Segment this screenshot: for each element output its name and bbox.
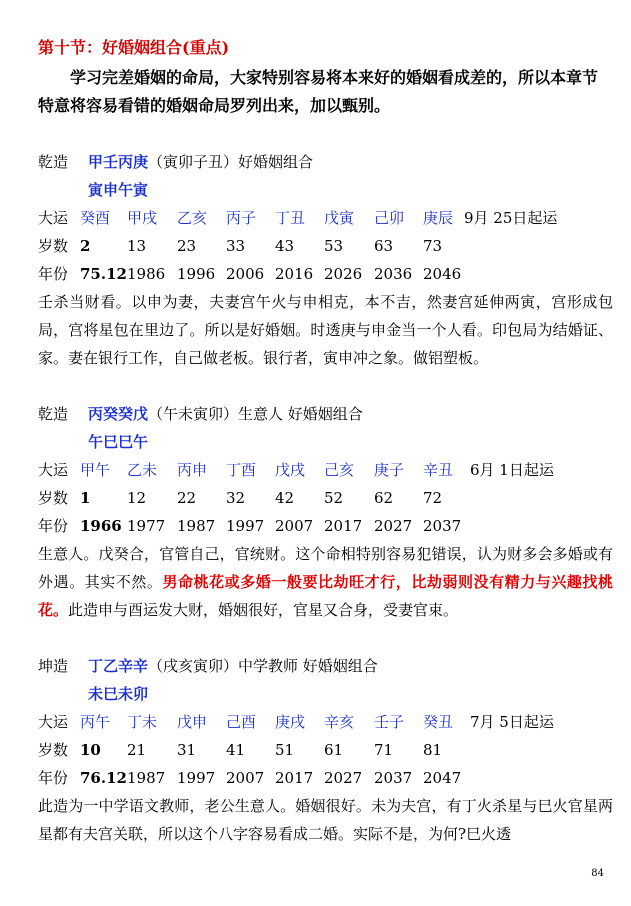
- dayun-cell: 乙未: [127, 461, 158, 479]
- year-cell: 2016: [275, 265, 314, 283]
- start-luck: 6月 1日起运: [470, 461, 554, 479]
- age-cell: 53: [324, 237, 344, 255]
- highlight-text: 男命桃花或多婚一般要比劫旺才行，比劫弱则没有精力与兴趣找桃花。: [38, 573, 613, 619]
- case-header: [38, 652, 613, 680]
- age-cell: 1: [80, 489, 91, 507]
- age-cell: 32: [226, 489, 246, 507]
- analysis-paragraph: [38, 288, 613, 372]
- branches-note: （戌亥寅卯）: [148, 657, 239, 675]
- branch-pillars: 寅申午寅: [88, 181, 149, 199]
- year-cell: 1977: [127, 517, 166, 535]
- year-cell: 2046: [423, 265, 462, 283]
- year-cell: 2027: [374, 517, 413, 535]
- page-number: 84: [591, 868, 604, 879]
- dayun-cell: 己亥: [324, 461, 355, 479]
- dayun-cell: 戊寅: [324, 209, 355, 227]
- analysis-paragraph: [38, 792, 613, 848]
- age-cell: 43: [275, 237, 295, 255]
- analysis-paragraph: [38, 540, 613, 624]
- dayun-cell: 丙子: [226, 209, 257, 227]
- year-cell: 2017: [275, 769, 314, 787]
- age-row: [38, 484, 613, 512]
- age-cell: 41: [226, 741, 246, 759]
- stem-pillars: 甲壬丙庚: [88, 153, 149, 171]
- dayun-cell: 甲午: [80, 461, 111, 479]
- case-label: 乾造: [38, 405, 69, 423]
- case-label: 乾造: [38, 153, 69, 171]
- age-row: [38, 736, 613, 764]
- stem-pillars: 丙癸癸戊: [88, 405, 149, 423]
- dayun-cell: 己酉: [226, 713, 257, 731]
- age-cell: 61: [324, 741, 344, 759]
- age-cell: 42: [275, 489, 295, 507]
- age-cell: 23: [177, 237, 197, 255]
- intro-paragraph: 学习完差婚姻的命局，大家特别容易将本来好的婚姻看成差的，所以本章节特意将容易看错的婚姻命局罗列出来，加以甄别。: [38, 68, 599, 115]
- dayun-row: [38, 204, 613, 232]
- stem-pillars: 丁乙辛辛: [88, 657, 149, 675]
- year-cell: 1997: [226, 517, 265, 535]
- dayun-cell: 庚辰: [423, 209, 454, 227]
- year-cell: 2006: [226, 265, 265, 283]
- dayun-cell: 戊申: [177, 713, 208, 731]
- age-cell: 21: [127, 741, 147, 759]
- year-row: [38, 512, 613, 540]
- row-label-age: 岁数: [38, 741, 69, 759]
- dayun-cell: 庚子: [374, 461, 405, 479]
- row-label-age: 岁数: [38, 489, 69, 507]
- dayun-cell: 丙申: [177, 461, 208, 479]
- age-cell: 51: [275, 741, 295, 759]
- year-cell: 1966: [80, 517, 122, 535]
- year-cell: 2047: [423, 769, 462, 787]
- dayun-cell: 丙午: [80, 713, 111, 731]
- case-2: [38, 400, 613, 624]
- year-cell: 2007: [226, 769, 265, 787]
- case-desc: 中学教师 好婚姻组合: [238, 657, 378, 675]
- row-label-age: 岁数: [38, 237, 69, 255]
- section-title: 第十节：好婚姻组合(重点): [38, 38, 230, 57]
- year-cell: 75.12: [80, 265, 127, 283]
- case-header: [38, 148, 613, 176]
- row-label-year: 年份: [38, 769, 69, 787]
- analysis-text: 此造为一中学语文教师，老公生意人。婚姻很好。未为夫宫，有丁火杀星与巳火官星两星都有夫宫关联，所以这个八字容易看成二婚。实际不是，为何?巳火透: [38, 797, 613, 843]
- age-cell: 52: [324, 489, 344, 507]
- age-cell: 71: [374, 741, 394, 759]
- year-cell: 2027: [324, 769, 363, 787]
- branches-note: （午未寅卯）: [148, 405, 239, 423]
- dayun-cell: 甲戌: [127, 209, 158, 227]
- dayun-cell: 庚戌: [275, 713, 306, 731]
- dayun-cell: 辛丑: [423, 461, 454, 479]
- age-cell: 10: [80, 741, 101, 759]
- dayun-cell: 乙亥: [177, 209, 208, 227]
- dayun-cell: 壬子: [374, 713, 405, 731]
- dayun-cell: 丁酉: [226, 461, 257, 479]
- dayun-cell: 戊戌: [275, 461, 306, 479]
- dayun-cell: 癸酉: [80, 209, 111, 227]
- start-luck: 9月 25日起运: [464, 209, 558, 227]
- case-desc: 好婚姻组合: [238, 153, 314, 171]
- age-cell: 22: [177, 489, 197, 507]
- start-luck: 7月 5日起运: [470, 713, 554, 731]
- age-cell: 12: [127, 489, 147, 507]
- age-row: [38, 232, 613, 260]
- year-cell: 1997: [177, 769, 216, 787]
- dayun-cell: 辛亥: [324, 713, 355, 731]
- row-label-year: 年份: [38, 517, 69, 535]
- year-cell: 2007: [275, 517, 314, 535]
- analysis-text: 生意人。戊癸合，官管自己，官统财。这个命相特别容易犯错误，认为财多会多婚或有外遇。其实不然。: [38, 545, 613, 591]
- branches-note: （寅卯子丑）: [148, 153, 239, 171]
- year-row: [38, 764, 613, 792]
- row-label-dayun: 大运: [38, 461, 69, 479]
- year-row: [38, 260, 613, 288]
- branch-pillars: 午巳巳午: [88, 433, 149, 451]
- case-3: [38, 652, 613, 848]
- age-cell: 33: [226, 237, 246, 255]
- case-desc: 生意人 好婚姻组合: [238, 405, 363, 423]
- dayun-cell: 己卯: [374, 209, 405, 227]
- age-cell: 72: [423, 489, 443, 507]
- year-cell: 1987: [177, 517, 216, 535]
- age-cell: 63: [374, 237, 394, 255]
- year-cell: 2017: [324, 517, 363, 535]
- age-cell: 13: [127, 237, 147, 255]
- age-cell: 31: [177, 741, 197, 759]
- year-cell: 2037: [374, 769, 413, 787]
- case-1: [38, 148, 613, 372]
- year-cell: 2026: [324, 265, 363, 283]
- dayun-cell: 癸丑: [423, 713, 454, 731]
- dayun-row: [38, 708, 613, 736]
- year-cell: 1996: [177, 265, 216, 283]
- dayun-cell: 丁丑: [275, 209, 306, 227]
- branch-pillars: 未巳未卯: [88, 685, 149, 703]
- analysis-text: 此造申与酉运发大财，婚姻很好，官星又合身，受妻官束。: [68, 601, 459, 619]
- row-label-dayun: 大运: [38, 209, 69, 227]
- year-cell: 2036: [374, 265, 413, 283]
- case-label: 坤造: [38, 657, 69, 675]
- year-cell: 76.12: [80, 769, 127, 787]
- analysis-text: 壬杀当财看。以申为妻，夫妻宫午火与申相克，本不吉，然妻宫延伸两寅，宫形成包局，宫将星包在里边了。所以是好婚姻。时透庚与申金当一个人看。印包局为结婚证、家。妻在银行工作，自己做老板。银行者，寅申冲之象。做铝塑板。: [38, 293, 613, 367]
- year-cell: 1987: [127, 769, 166, 787]
- case-header: [38, 400, 613, 428]
- age-cell: 73: [423, 237, 443, 255]
- row-label-dayun: 大运: [38, 713, 69, 731]
- age-cell: 62: [374, 489, 394, 507]
- year-cell: 1986: [127, 265, 166, 283]
- age-cell: 2: [80, 237, 91, 255]
- year-cell: 2037: [423, 517, 462, 535]
- dayun-row: [38, 456, 613, 484]
- dayun-cell: 丁未: [127, 713, 158, 731]
- age-cell: 81: [423, 741, 443, 759]
- row-label-year: 年份: [38, 265, 69, 283]
